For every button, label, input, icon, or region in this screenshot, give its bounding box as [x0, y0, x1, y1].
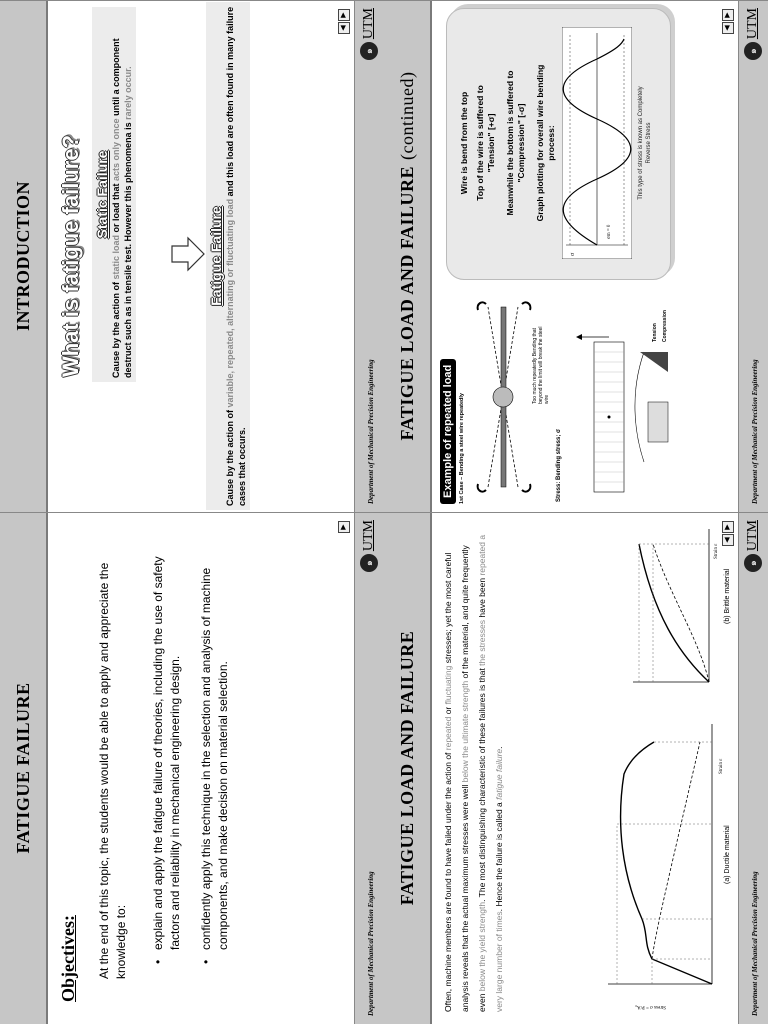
panel-line: Wire is bend from the top	[459, 91, 469, 195]
slide-footer	[738, 0, 768, 512]
slide-1-cell	[0, 512, 384, 1024]
utm-logo	[744, 520, 762, 572]
svg-text:σ: σ	[570, 252, 576, 256]
reverse-stress-graph	[562, 27, 632, 259]
left-arrow-icon[interactable]: ◀	[722, 22, 734, 34]
logo-text: UTM	[361, 520, 376, 552]
fatigue-failure-box	[206, 2, 250, 510]
slide-title-text: FATIGUE FAILURE	[12, 682, 33, 854]
static-failure-box	[92, 7, 136, 382]
slide-title	[384, 512, 432, 1024]
department-text: Department of Mechanical Precision Engineering	[367, 359, 375, 504]
question-heading: What is fatigue failure?	[58, 134, 83, 378]
slide-objectives	[0, 512, 384, 1024]
slide-2-cell	[0, 0, 384, 512]
slide-title-continued: (continued)	[396, 71, 417, 160]
objectives-list	[150, 544, 246, 964]
fatigue-failure-heading: Fatigue Failure	[208, 206, 224, 306]
slide-title	[384, 0, 432, 512]
slide-fatigue-load-continued	[384, 0, 768, 512]
stress-label: Stress: Bending stress; σ	[556, 428, 562, 502]
panel-line: "Compression" [-σ]	[516, 103, 526, 183]
department-text: Department of Mechanical Precision Engineering	[751, 871, 759, 1016]
logo-emblem-icon: ๑	[360, 42, 378, 60]
slide-nav	[338, 9, 350, 34]
compression-label: Compression	[662, 310, 668, 342]
slide-fatigue-load	[384, 512, 768, 1024]
fatigue-description: Often, machine members are found to have failed under the action of repeated or fluctuating stresses; yet the most careful analysis reveals that the actual maximum stresses were well below the ultimate strength of the material, and quite frequently even below the yield strength. The most distinguishing characteristic of these failures is that the stresses have been repeated a very large number of times. Hence the failure is called a fatigue failure.	[443, 534, 504, 1012]
static-failure-text: Cause by the action of static load or load that acts only once until a component destruct such as in tensile test. However this phenomena is rarely occur.	[111, 38, 133, 378]
logo-text: UTM	[745, 8, 760, 40]
right-arrow-icon[interactable]: ▶	[722, 9, 734, 21]
slide-nav	[722, 9, 734, 34]
right-arrow-icon[interactable]: ▶	[338, 521, 350, 533]
slide-nav	[338, 521, 350, 533]
objectives-heading: Objectives:	[58, 915, 78, 1002]
slide-footer	[354, 512, 384, 1024]
brittle-stress-strain-figure	[629, 524, 719, 694]
beam-stress-figure	[564, 282, 674, 502]
logo-emblem-icon: ๑	[744, 42, 762, 60]
panel-caption: Reverse Stress	[646, 122, 652, 164]
department-text: Department of Mechanical Precision Engineering	[367, 871, 375, 1016]
logo-text: UTM	[745, 520, 760, 552]
svg-text:Stress σ = P/A₀: Stress σ = P/A₀	[635, 1004, 666, 1009]
objectives-intro: At the end of this topic, the students would be able to apply and appreciate the knowledge to:	[97, 562, 128, 979]
slide-title-text: FATIGUE LOAD AND FAILURE	[396, 630, 417, 906]
slide-4-cell	[384, 0, 768, 512]
bending-wire-figure	[468, 292, 538, 502]
slide-title-text: INTRODUCTION	[12, 180, 33, 332]
department-text: Department of Mechanical Precision Engineering	[751, 359, 759, 504]
right-arrow-icon[interactable]: ▶	[722, 521, 734, 533]
explanation-panel	[446, 8, 671, 280]
fatigue-failure-text: Cause by the action of variable, repeated, alternating or fluctuating load and this load are often found in many failure cases that occurs.	[225, 6, 247, 506]
panel-caption: This type of stress is known as Completely	[638, 86, 644, 200]
slide-title-text: FATIGUE LOAD AND FAILURE	[396, 165, 417, 441]
panel-line: Top of the wire is suffered to	[475, 85, 485, 201]
logo-emblem-icon: ๑	[744, 554, 762, 572]
brittle-caption: (b) Brittle material	[724, 568, 731, 624]
panel-line: process:	[546, 125, 556, 161]
objective-item: • confidently apply this technique in the selection and analysis of machine components, and make decision on material selection.	[198, 544, 232, 964]
slide-title	[0, 512, 48, 1024]
logo-emblem-icon: ๑	[360, 554, 378, 572]
panel-line: Graph plotting for overall wire bending	[535, 64, 545, 222]
panel-line: Meanwhile the bottom is suffered to	[505, 70, 515, 216]
utm-logo	[360, 8, 378, 60]
utm-logo	[744, 8, 762, 60]
left-arrow-icon[interactable]: ◀	[722, 534, 734, 546]
down-arrow-icon	[170, 236, 206, 272]
slide-nav	[722, 521, 734, 546]
static-failure-heading: Static Failure	[94, 150, 110, 239]
svg-text:Strain ε: Strain ε	[714, 543, 719, 559]
left-arrow-icon[interactable]: ◀	[338, 22, 350, 34]
right-arrow-icon[interactable]: ▶	[338, 9, 350, 21]
svg-text:Strain ε: Strain ε	[719, 758, 724, 774]
slide-footer	[738, 512, 768, 1024]
bending-note: Too much repeatedly Bending that beyond the limit will break the steel wire	[532, 326, 550, 404]
panel-line: "Tension" [+σ]	[486, 113, 496, 173]
slide-introduction	[0, 0, 384, 512]
example-heading: Example of repeated load	[440, 359, 456, 504]
tension-label: Tension	[652, 323, 658, 342]
utm-logo	[360, 520, 378, 572]
slide-title	[0, 0, 48, 512]
objective-item: • explain and apply the fatigue failure of theories, including the use of safety factors and reliability in mechanical engineering design.	[150, 544, 184, 964]
ductile-stress-strain-figure	[602, 714, 726, 1014]
logo-text: UTM	[361, 8, 376, 40]
slide-footer	[354, 0, 384, 512]
svg-text:σm = 0: σm = 0	[607, 224, 612, 239]
slide-3-cell	[384, 512, 768, 1024]
ductile-caption: (a) Ductile material	[724, 825, 731, 884]
case-label: 1st Case – Bending a steel wire repeatedly	[459, 393, 465, 504]
